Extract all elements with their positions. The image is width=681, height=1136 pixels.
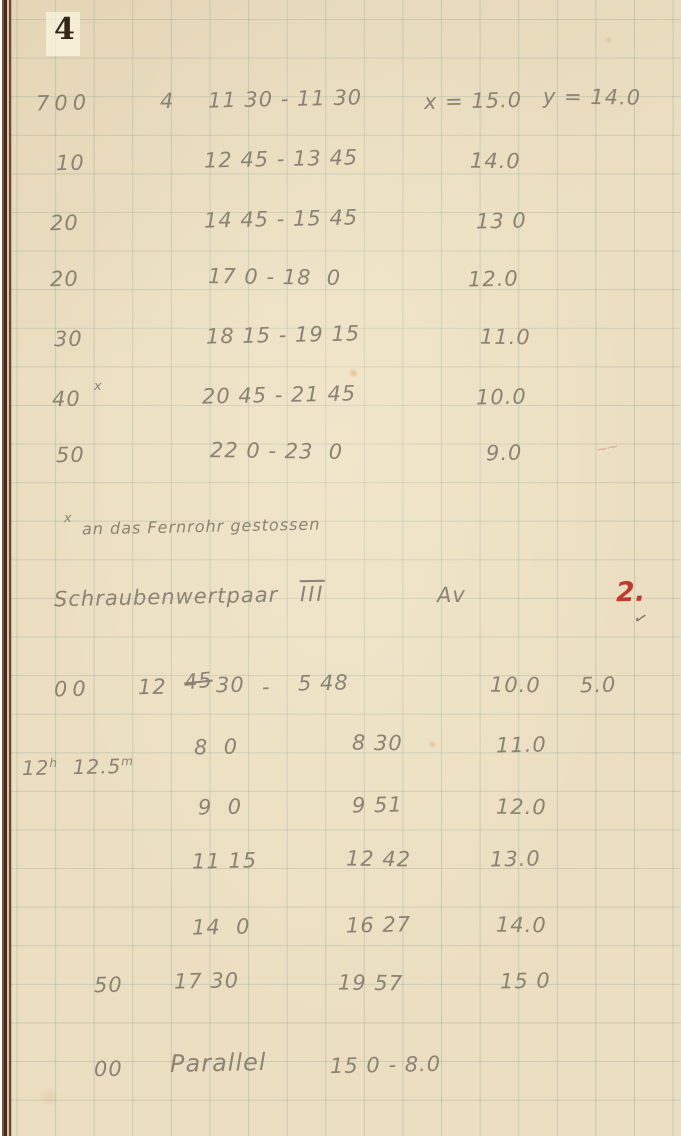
obs-value: 13 0 xyxy=(475,208,527,234)
obs-value: 10.0 xyxy=(475,384,527,410)
obs-time: 14 45 - 15 45 xyxy=(203,205,359,233)
meas-value1: 12.0 xyxy=(495,794,547,820)
obs-value: 9.0 xyxy=(485,440,523,466)
meas-value2: 5.0 xyxy=(579,672,617,698)
margin-hours: 12 xyxy=(21,755,50,781)
obs-setting: 20 xyxy=(49,266,79,292)
obs-setting: 40 xyxy=(51,386,81,412)
obs-time: 20 45 - 21 45 xyxy=(201,381,357,409)
check-mark: ✓ xyxy=(631,607,652,630)
meas-value1: 15 0 xyxy=(499,968,551,994)
meas-start-suffix: 30 xyxy=(215,672,245,698)
obs-time: 22 0 - 23 0 xyxy=(209,438,344,464)
meas-value1: 10.0 xyxy=(489,672,541,698)
obs-time: 11 30 - 11 30 xyxy=(207,85,363,113)
section-annotation: Av xyxy=(436,582,467,608)
meas-end: 19 57 xyxy=(337,970,404,996)
meas-start: 17 30 xyxy=(173,968,240,994)
meas-end: 16 27 xyxy=(345,912,412,938)
obs-marker: 4 xyxy=(159,88,175,114)
obs-setting: 10 xyxy=(55,150,85,176)
obs-value: 11.0 xyxy=(479,324,531,350)
footnote-mark: x xyxy=(63,510,73,527)
hours-unit: h xyxy=(49,755,59,770)
margin-minutes: 12.5 xyxy=(72,754,122,780)
final-label: Parallel xyxy=(169,1047,267,1079)
binding-edge xyxy=(0,0,15,1136)
paper-stain xyxy=(604,36,614,44)
obs-setting: 20 xyxy=(49,210,79,236)
obs-setting: 30 xyxy=(53,326,83,352)
meas-start-prefix: 12 xyxy=(137,674,167,700)
obs-setting: 700 xyxy=(35,90,92,116)
paper-stain xyxy=(348,368,359,378)
minutes-unit: m xyxy=(121,754,135,769)
meas-end: 9 51 xyxy=(351,792,403,818)
meas-setting: 50 xyxy=(93,972,123,998)
paper-stain xyxy=(428,740,437,749)
footnote-reference-mark: x xyxy=(93,378,103,395)
paper-stain xyxy=(36,1088,62,1106)
meas-struck-value: 45 xyxy=(182,667,214,695)
final-setting: 00 xyxy=(93,1056,123,1082)
red-smudge-mark: ~~ xyxy=(594,438,619,458)
obs-setting: 50 xyxy=(55,442,85,468)
page-number: 4 xyxy=(54,12,75,47)
section-title: Schraubenwertpaar xyxy=(53,582,279,612)
meas-value1: 14.0 xyxy=(495,912,547,938)
meas-value1: 13.0 xyxy=(489,846,541,872)
obs-value: 12.0 xyxy=(467,266,519,292)
meas-setting: 00 xyxy=(53,676,91,702)
meas-start: 14 0 xyxy=(191,914,251,940)
meas-start: 9 0 xyxy=(197,794,243,820)
meas-end: 8 30 xyxy=(351,730,403,756)
obs-time: 12 45 - 13 45 xyxy=(203,145,359,173)
meas-value1: 11.0 xyxy=(495,732,547,758)
meas-dash: - xyxy=(261,674,271,700)
obs-time: 17 0 - 18 0 xyxy=(207,264,342,290)
obs-x-value: x = 15.0 xyxy=(423,87,523,115)
final-range: 15 0 - 8.0 xyxy=(329,1051,442,1079)
obs-y-value: y = 14.0 xyxy=(542,84,642,110)
meas-start: 11 15 xyxy=(191,848,258,874)
margin-time-note xyxy=(22,755,134,779)
footnote-text: an das Fernrohr gestossen xyxy=(81,514,321,539)
obs-time: 18 15 - 19 15 xyxy=(205,321,361,349)
meas-start: 8 0 xyxy=(193,734,239,760)
meas-end: 12 42 xyxy=(345,846,412,872)
obs-value: 14.0 xyxy=(469,148,521,174)
red-page-mark: 2. xyxy=(615,576,646,609)
meas-end: 5 48 xyxy=(297,670,349,696)
section-numeral: III xyxy=(299,581,325,607)
